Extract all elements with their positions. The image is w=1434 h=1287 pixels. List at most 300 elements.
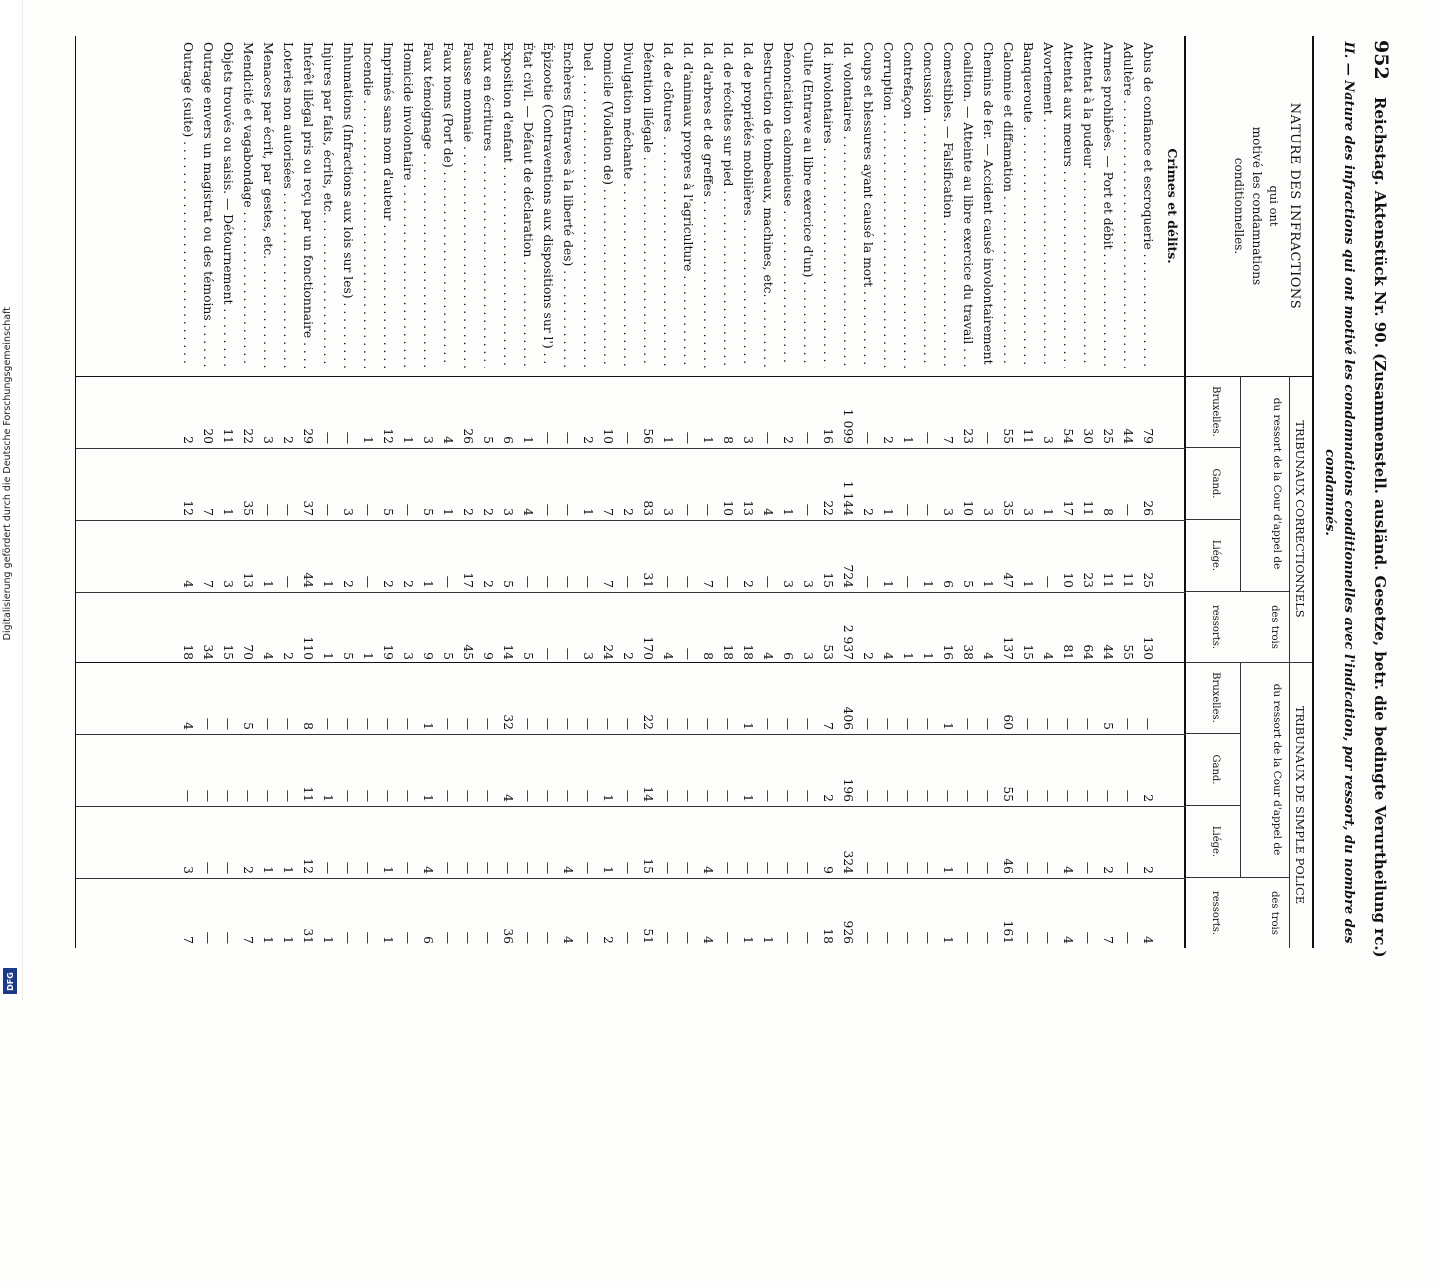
- col-bruxelles: Bruxelles.: [1186, 662, 1240, 734]
- table-row: [358, 36, 378, 948]
- row-value: —: [561, 503, 575, 516]
- row-value: —: [661, 789, 675, 802]
- group-title: TRIBUNAUX CORRECTIONNELS: [1289, 376, 1312, 662]
- row-value: 25: [1101, 428, 1115, 444]
- row-value: —: [321, 431, 335, 444]
- row-value: 1: [921, 580, 935, 588]
- running-title: Reichstag. Aktenstück Nr. 90. (Zusammenstell. ausländ. Gesetze, betr. die bedingte Verurtheilung rc.): [1371, 96, 1389, 958]
- row-value: —: [341, 789, 355, 802]
- row-value: —: [581, 789, 595, 802]
- row-value: 2: [1141, 866, 1155, 874]
- row-value: —: [1021, 717, 1035, 730]
- row-value: —: [1041, 717, 1055, 730]
- document-page: [60, 0, 1400, 960]
- row-value: —: [761, 717, 775, 730]
- row-label: Destruction de tombeaux, machines, etc. . . .: [758, 42, 778, 368]
- row-value: 5: [1101, 722, 1115, 730]
- table-row: [778, 36, 798, 948]
- row-value: —: [561, 647, 575, 660]
- row-value: 161: [1001, 920, 1015, 944]
- row-value: —: [621, 717, 635, 730]
- row-value: 55: [1001, 428, 1015, 444]
- row-label: Avortement . . .: [1038, 42, 1058, 368]
- row-value: 11: [1121, 572, 1135, 588]
- row-label: Faux en écritures . . .: [478, 42, 498, 368]
- dfg-logo: [3, 968, 17, 994]
- row-value: —: [761, 789, 775, 802]
- row-value: 1: [581, 508, 595, 516]
- row-value: 3: [501, 508, 515, 516]
- row-value: —: [541, 647, 555, 660]
- row-label: Faux noms (Port de) . . .: [438, 42, 458, 368]
- table-row: [858, 36, 878, 948]
- row-value: —: [261, 789, 275, 802]
- row-value: 4: [881, 652, 895, 660]
- row-value: 11: [1021, 428, 1035, 444]
- row-value: —: [361, 789, 375, 802]
- row-value: 4: [1061, 936, 1075, 944]
- row-value: —: [1061, 789, 1075, 802]
- row-value: —: [701, 717, 715, 730]
- row-value: —: [1041, 931, 1055, 944]
- row-value: —: [661, 717, 675, 730]
- row-value: 1: [441, 508, 455, 516]
- row-value: —: [861, 431, 875, 444]
- row-label: Dénonciation calomnieuse . . .: [778, 42, 798, 368]
- row-value: —: [281, 503, 295, 516]
- row-value: —: [781, 789, 795, 802]
- row-label: Comestibles. — Falsification . . .: [938, 42, 958, 368]
- row-value: 1: [321, 580, 335, 588]
- row-value: —: [1101, 789, 1115, 802]
- row-value: 38: [961, 644, 975, 660]
- row-value: 7: [601, 580, 615, 588]
- row-value: —: [781, 931, 795, 944]
- row-value: 4: [521, 508, 535, 516]
- row-label: Détention illégale . . .: [638, 42, 658, 368]
- row-value: 4: [1061, 866, 1075, 874]
- row-value: —: [681, 861, 695, 874]
- row-value: 4: [701, 936, 715, 944]
- row-value: 2: [861, 508, 875, 516]
- row-value: —: [441, 861, 455, 874]
- row-value: 4: [421, 866, 435, 874]
- row-value: —: [501, 861, 515, 874]
- row-value: 12: [381, 428, 395, 444]
- row-value: —: [961, 717, 975, 730]
- row-value: —: [1041, 789, 1055, 802]
- row-value: —: [981, 861, 995, 874]
- row-value: —: [661, 575, 675, 588]
- row-value: 3: [801, 652, 815, 660]
- row-value: —: [1021, 931, 1035, 944]
- table-row: [798, 36, 818, 948]
- row-value: 35: [1001, 500, 1015, 516]
- row-value: 2: [281, 652, 295, 660]
- row-value: 32: [501, 714, 515, 730]
- col-ressorts: [1186, 592, 1280, 662]
- row-value: 1: [261, 866, 275, 874]
- row-value: —: [1121, 861, 1135, 874]
- row-value: 3: [661, 508, 675, 516]
- col-liege: Liége.: [1186, 520, 1240, 592]
- table-row: [1018, 36, 1038, 948]
- row-value: —: [241, 789, 255, 802]
- row-value: 2: [861, 652, 875, 660]
- row-value: —: [1041, 575, 1055, 588]
- table-row: [678, 36, 698, 948]
- row-value: 17: [1061, 500, 1075, 516]
- row-value: 2 937: [841, 624, 855, 660]
- row-value: 1: [321, 652, 335, 660]
- row-value: 1: [381, 866, 395, 874]
- row-value: —: [1121, 789, 1135, 802]
- row-value: 15: [1021, 644, 1035, 660]
- row-value: —: [281, 717, 295, 730]
- row-value: —: [381, 789, 395, 802]
- row-value: —: [681, 503, 695, 516]
- row-value: 2: [821, 794, 835, 802]
- row-value: 5: [501, 580, 515, 588]
- row-value: —: [201, 931, 215, 944]
- row-label: Duel . . .: [578, 42, 598, 368]
- table-row: [838, 36, 858, 948]
- row-label: Contrefaçon . . .: [898, 42, 918, 368]
- row-value: —: [681, 575, 695, 588]
- row-value: —: [901, 789, 915, 802]
- row-value: 5: [241, 722, 255, 730]
- row-value: 22: [241, 428, 255, 444]
- row-value: 18: [821, 928, 835, 944]
- row-label: Homicide involontaire . . .: [398, 42, 418, 368]
- row-value: 3: [1041, 436, 1055, 444]
- row-label: Chemins de fer. — Accident causé involontairement . . .: [978, 42, 998, 368]
- row-value: 1: [981, 580, 995, 588]
- row-value: 9: [421, 652, 435, 660]
- row-label: Coups et blessures ayant causé la mort . . .: [858, 42, 878, 368]
- row-value: —: [981, 717, 995, 730]
- row-value: 3: [941, 508, 955, 516]
- row-value: —: [901, 717, 915, 730]
- row-value: 11: [1081, 500, 1095, 516]
- nature-line4: conditionnelles.: [1232, 157, 1246, 255]
- row-value: —: [521, 789, 535, 802]
- row-value: —: [201, 789, 215, 802]
- row-value: 30: [1081, 428, 1095, 444]
- table-row: [458, 36, 478, 948]
- row-value: —: [481, 861, 495, 874]
- row-label: Fausse monnaie . . .: [458, 42, 478, 368]
- table-row: [398, 36, 418, 948]
- row-value: —: [221, 717, 235, 730]
- row-value: —: [361, 861, 375, 874]
- row-value: 7: [821, 722, 835, 730]
- row-value: —: [561, 575, 575, 588]
- row-label: Menaces par écrit, par gestes, etc. . . .: [258, 42, 278, 368]
- row-value: —: [681, 647, 695, 660]
- row-value: 170: [641, 636, 655, 660]
- row-label: Concussion . . .: [918, 42, 938, 368]
- row-value: 15: [641, 858, 655, 874]
- row-label: Outrage envers un magistrat ou des témoins . . .: [198, 42, 218, 368]
- row-value: 11: [221, 428, 235, 444]
- row-value: —: [921, 931, 935, 944]
- row-value: 1: [941, 722, 955, 730]
- table-row: [498, 36, 518, 948]
- row-value: —: [521, 575, 535, 588]
- table-row: [638, 36, 658, 948]
- row-label: Épizootie (Contraventions aux dispositions sur l') . . .: [538, 42, 558, 368]
- row-value: —: [801, 861, 815, 874]
- row-value: 2: [621, 508, 635, 516]
- row-value: 1: [321, 936, 335, 944]
- row-value: 1: [661, 436, 675, 444]
- row-value: 4: [181, 722, 195, 730]
- row-value: —: [981, 431, 995, 444]
- row-value: —: [361, 503, 375, 516]
- row-value: —: [901, 931, 915, 944]
- row-value: 1: [401, 436, 415, 444]
- row-value: 7: [201, 508, 215, 516]
- row-value: 7: [701, 580, 715, 588]
- row-value: —: [721, 789, 735, 802]
- row-value: 3: [221, 580, 235, 588]
- row-value: 4: [501, 794, 515, 802]
- table-rows: [178, 36, 1158, 948]
- table-row: [378, 36, 398, 948]
- row-value: 56: [641, 428, 655, 444]
- table-row: [758, 36, 778, 948]
- row-value: 1: [381, 936, 395, 944]
- row-value: 1 099: [841, 408, 855, 444]
- row-value: 1: [361, 436, 375, 444]
- row-value: —: [221, 931, 235, 944]
- row-label: Inhumations (Infractions aux lois sur les) . . .: [338, 42, 358, 368]
- row-label: Intérêt illégal pris ou reçu par un fonctionnaire . . .: [298, 42, 318, 368]
- row-value: 11: [1101, 572, 1115, 588]
- row-value: —: [681, 431, 695, 444]
- row-label: Corruption . . .: [878, 42, 898, 368]
- row-value: 8: [721, 436, 735, 444]
- row-value: 1: [321, 794, 335, 802]
- row-value: 20: [201, 428, 215, 444]
- row-value: —: [681, 789, 695, 802]
- row-value: 2: [461, 508, 475, 516]
- table-row: [238, 36, 258, 948]
- row-value: 31: [301, 928, 315, 944]
- row-label: Exposition d'enfant . . .: [498, 42, 518, 368]
- row-value: 53: [821, 644, 835, 660]
- row-value: 2: [181, 436, 195, 444]
- row-value: 10: [961, 500, 975, 516]
- row-value: 2: [241, 866, 255, 874]
- row-value: 1: [221, 508, 235, 516]
- row-value: —: [581, 931, 595, 944]
- row-value: —: [261, 503, 275, 516]
- col-ressorts-label: ressorts.: [1210, 890, 1221, 936]
- row-value: —: [361, 717, 375, 730]
- row-value: 1: [701, 436, 715, 444]
- row-value: —: [881, 717, 895, 730]
- row-value: 7: [201, 580, 215, 588]
- row-value: 6: [941, 580, 955, 588]
- row-value: —: [1021, 789, 1035, 802]
- row-value: 1: [601, 794, 615, 802]
- row-value: —: [401, 789, 415, 802]
- digitization-note: Digitalisierung gefördert durch die Deutsche Forschungsgemeinschaft: [2, 307, 13, 641]
- row-value: 7: [181, 936, 195, 944]
- table-body: [75, 36, 1186, 948]
- row-value: —: [801, 789, 815, 802]
- row-value: —: [321, 861, 335, 874]
- row-label: Banqueroute . . .: [1018, 42, 1038, 368]
- row-value: 26: [1141, 500, 1155, 516]
- row-value: 4: [761, 508, 775, 516]
- row-value: 44: [1101, 644, 1115, 660]
- row-value: 3: [401, 652, 415, 660]
- row-value: —: [621, 931, 635, 944]
- row-value: 64: [1081, 644, 1095, 660]
- row-value: —: [381, 717, 395, 730]
- row-value: —: [721, 861, 735, 874]
- row-value: 36: [501, 928, 515, 944]
- row-value: 5: [341, 652, 355, 660]
- table-row: [278, 36, 298, 948]
- row-value: 24: [601, 644, 615, 660]
- row-value: 2: [581, 436, 595, 444]
- row-value: —: [401, 717, 415, 730]
- row-value: 3: [741, 436, 755, 444]
- table-row: [198, 36, 218, 948]
- row-value: —: [921, 431, 935, 444]
- row-value: —: [461, 931, 475, 944]
- row-value: 1: [281, 936, 295, 944]
- row-value: 4: [981, 652, 995, 660]
- row-label: Abus de confiance et escroquerie . . .: [1138, 42, 1158, 368]
- row-value: 55: [1121, 644, 1135, 660]
- table-row: [698, 36, 718, 948]
- row-value: 130: [1141, 636, 1155, 660]
- row-value: 1: [741, 794, 755, 802]
- table-row: [738, 36, 758, 948]
- row-value: 23: [1081, 572, 1095, 588]
- row-value: 8: [301, 722, 315, 730]
- row-label: Attentat aux mœurs . . .: [1058, 42, 1078, 368]
- row-value: 4: [181, 580, 195, 588]
- col-des-trois: des trois: [1269, 605, 1280, 649]
- row-value: 1: [921, 652, 935, 660]
- row-value: 2: [401, 580, 415, 588]
- row-label: Coalition. — Atteinte au libre exercice du travail . . .: [958, 42, 978, 368]
- row-value: 7: [601, 508, 615, 516]
- table-row: [418, 36, 438, 948]
- table-row: [318, 36, 338, 948]
- row-value: —: [321, 717, 335, 730]
- table-row: [658, 36, 678, 948]
- row-value: —: [861, 717, 875, 730]
- row-value: 1: [741, 936, 755, 944]
- row-value: 54: [1061, 428, 1075, 444]
- row-value: 22: [821, 500, 835, 516]
- row-value: 19: [381, 644, 395, 660]
- row-value: —: [861, 931, 875, 944]
- table-subtitle: II. — Nature des infractions qui ont motivé les condamnations conditionnelles avec l'indication, par ressort, du nombre des condamnés.: [1322, 41, 1356, 944]
- row-value: 4: [661, 652, 675, 660]
- row-value: 5: [521, 652, 535, 660]
- row-label: Faux témoignage . . .: [418, 42, 438, 368]
- row-value: —: [621, 789, 635, 802]
- nature-title: NATURE DES INFRACTIONS: [1287, 102, 1302, 310]
- row-value: —: [1081, 789, 1095, 802]
- row-value: 2: [481, 580, 495, 588]
- table-row: [618, 36, 638, 948]
- row-value: 5: [441, 652, 455, 660]
- row-value: —: [1041, 861, 1055, 874]
- table-row: [218, 36, 238, 948]
- row-value: 81: [1061, 644, 1075, 660]
- row-label: Imprimés sans nom d'auteur . . .: [378, 42, 398, 368]
- row-value: 9: [821, 866, 835, 874]
- row-value: 31: [641, 572, 655, 588]
- row-value: —: [441, 717, 455, 730]
- row-value: —: [441, 931, 455, 944]
- row-label: Enchères (Entraves à la liberté des) . . .: [558, 42, 578, 368]
- group-title: TRIBUNAUX DE SIMPLE POLICE: [1289, 662, 1312, 948]
- row-value: 44: [1121, 428, 1135, 444]
- row-value: —: [661, 931, 675, 944]
- row-value: 35: [241, 500, 255, 516]
- row-value: —: [701, 503, 715, 516]
- table-row: [558, 36, 578, 948]
- row-label: Armes prohibées. — Port et débit . . .: [1098, 42, 1118, 368]
- row-value: 23: [961, 428, 975, 444]
- row-value: —: [1121, 931, 1135, 944]
- row-value: —: [601, 717, 615, 730]
- row-value: 1: [421, 794, 435, 802]
- row-value: 110: [301, 636, 315, 660]
- row-value: 3: [421, 436, 435, 444]
- table-row: [938, 36, 958, 948]
- row-label: Incendie . . .: [358, 42, 378, 368]
- row-value: —: [1141, 717, 1155, 730]
- row-value: 926: [841, 920, 855, 944]
- row-value: —: [581, 575, 595, 588]
- row-value: 5: [381, 508, 395, 516]
- row-value: 1: [1041, 508, 1055, 516]
- row-value: —: [961, 789, 975, 802]
- row-value: —: [701, 789, 715, 802]
- row-value: 45: [461, 644, 475, 660]
- row-value: 3: [181, 866, 195, 874]
- row-value: 13: [741, 500, 755, 516]
- row-value: —: [201, 717, 215, 730]
- row-value: —: [861, 575, 875, 588]
- row-value: —: [581, 861, 595, 874]
- row-value: 8: [1101, 508, 1115, 516]
- row-value: 1: [521, 436, 535, 444]
- row-value: —: [201, 861, 215, 874]
- row-value: —: [1081, 861, 1095, 874]
- col-ressorts: [1186, 878, 1280, 948]
- dfg-logo-text: DFG: [5, 971, 15, 991]
- row-value: —: [721, 931, 735, 944]
- table-row: [998, 36, 1018, 948]
- row-value: 26: [461, 428, 475, 444]
- group-subtitle: du ressort de la Cour d'appel de: [1240, 662, 1290, 878]
- row-value: —: [521, 861, 535, 874]
- row-value: 29: [301, 428, 315, 444]
- row-value: —: [541, 431, 555, 444]
